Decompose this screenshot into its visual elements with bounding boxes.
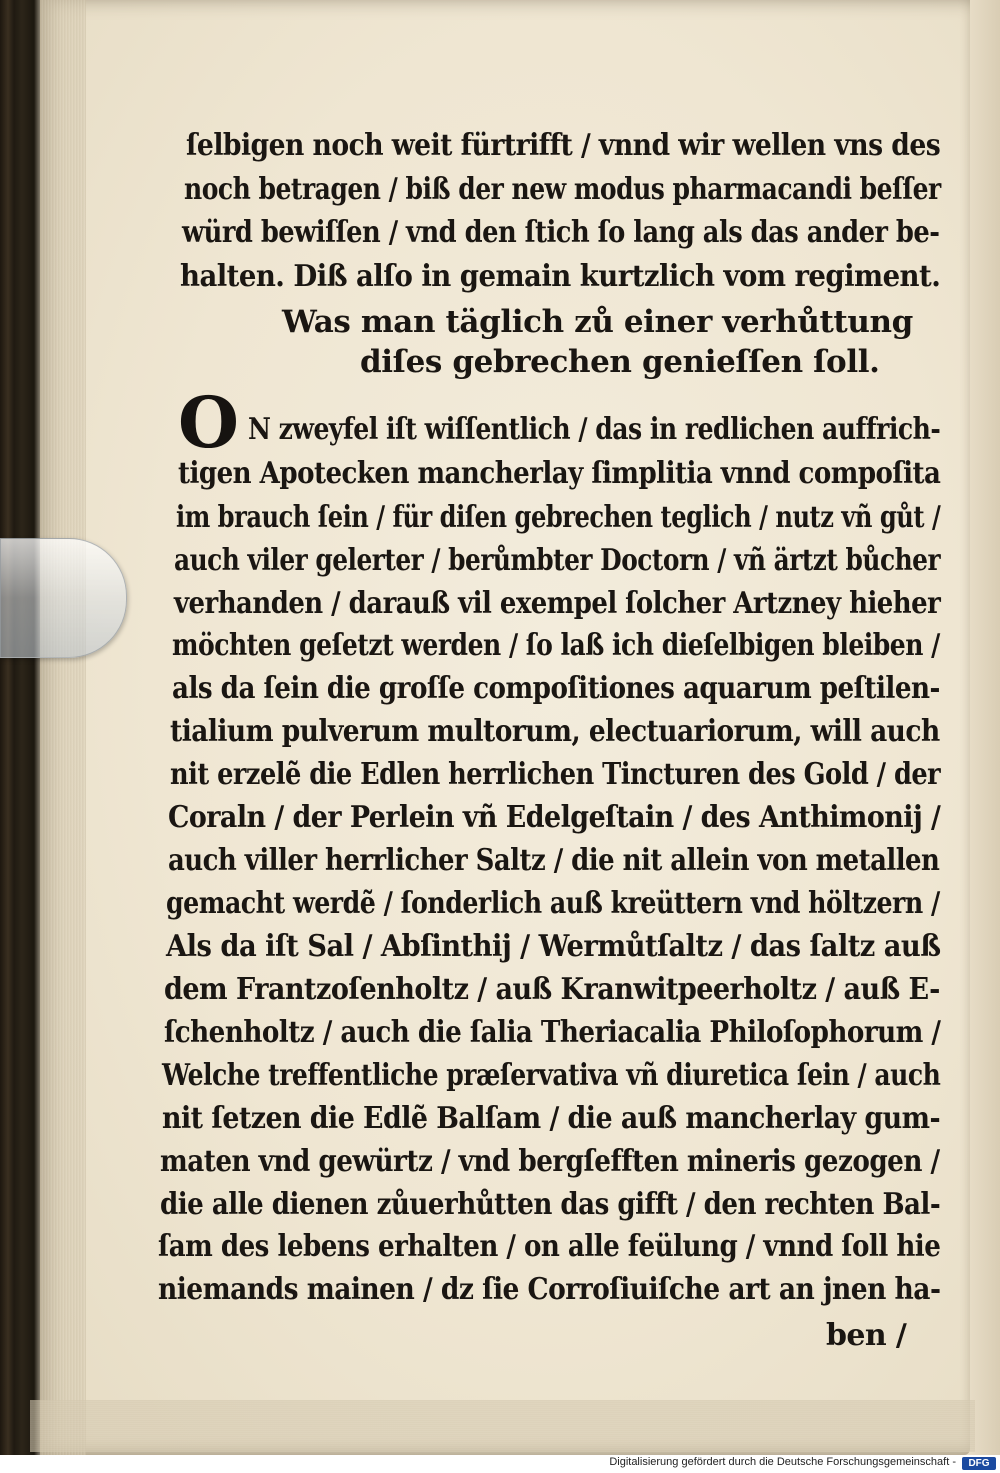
text-line: tigen Apotecken mancherlay ſimplitia vnnd compoſita [178,456,941,491]
page-bottom-edges [30,1400,975,1452]
plastic-page-clip [0,538,127,658]
catchword: ben / [826,1318,907,1353]
section-heading-line-2: diſes gebrechen genieſſen ſoll. [360,344,880,380]
text-line: verhanden / darauß vil exempel ſolcher Artzney hieher [174,586,941,621]
page-edges [40,0,86,1455]
text-line: dem Frantzoſenholtz / auß Kranwitpeerholtz / auß E- [164,972,940,1007]
text-line: gemacht werdẽ / ſonderlich auß kreüttern vnd höltzern / [166,886,940,921]
text-line: im brauch ſein / für diſen gebrechen teglich / nutz vñ gůt / [176,500,941,535]
text-line: auch viller herrlicher Saltz / die nit allein von metallen [168,843,940,878]
section-heading-line-1: Was man täglich zů einer verhůttung [282,304,913,340]
text-line: ſam des lebens erhalten / on alle feülung / vnnd ſoll hie [158,1229,941,1264]
text-line: möchten geſetzt werden / ſo laß ich dieſelbigen bleiben / [172,628,940,663]
text-line: nit ſetzen die Edlẽ Balſam / die auß mancherlay gum- [162,1101,941,1136]
text-line: auch viler gelerter / berůmbter Doctorn / vñ ärtzt bůcher [174,543,941,578]
text-line: N zweyfel iſt wiſſentlich / das in redlichen auffrich- [248,412,941,447]
text-line: die alle dienen zůuerhůtten das gifft / den rechten Bal- [160,1187,941,1222]
text-line: als da ſein die groſſe compoſitiones aquarum peſtilen- [172,671,940,706]
text-line: Als da iſt Sal / Abſinthij / Wermůtſaltz / das ſaltz auß [166,929,941,964]
text-line: ſchenholtz / auch die ſalia Theriacalia Philoſophorum / [164,1015,941,1050]
text-line: nit erzelẽ die Edlen herrlichen Tincturen des Gold / der [170,757,941,792]
dfg-logo: DFG [962,1457,996,1470]
text-line: niemands mainen / dz ſie Corroſiuiſche art an jnen ha- [158,1272,941,1307]
drop-cap: O [178,381,239,464]
text-line: Coraln / der Perlein vñ Edelgeſtain / des Anthimonij / [168,800,941,835]
text-line: ſelbigen noch weit fürtrifft / vnnd wir wellen vns des [186,128,941,163]
footer-bar [0,1455,1000,1473]
text-line: maten vnd gewürtz / vnd bergſefften mineris gezogen / [160,1144,940,1179]
text-line: noch betragen / biß der new modus pharmacandi beſſer [184,172,941,207]
text-line: würd bewiſſen / vnd den ſtich ſo lang als das ander be- [182,215,940,250]
funding-credit: Digitalisierung gefördert durch die Deutsche Forschungsgemeinschaft - [609,1456,956,1468]
text-line: Welche treffentliche præſervativa vñ diuretica ſein / auch [162,1058,941,1093]
text-line: halten. Diß alſo in gemain kurtzlich vom regiment. [180,259,941,294]
text-line: tialium pulverum multorum, electuariorum, will auch [170,714,940,749]
